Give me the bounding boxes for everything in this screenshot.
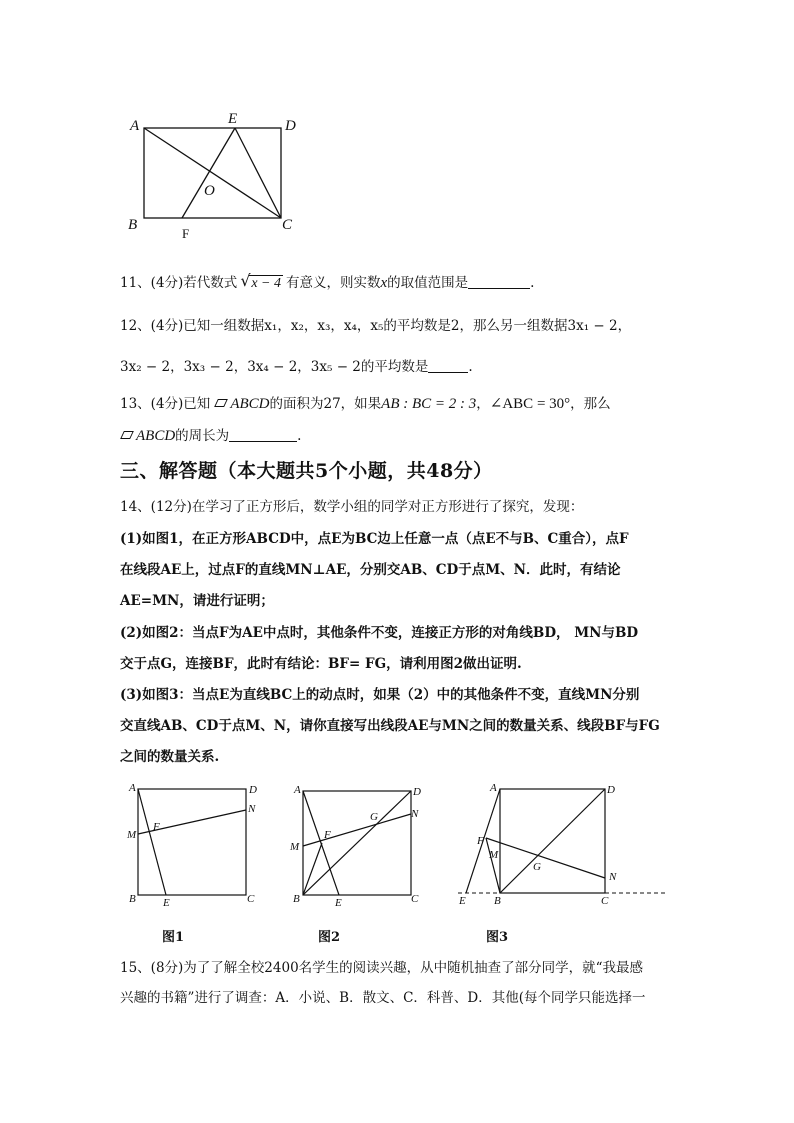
answer-blank-11[interactable] (468, 274, 530, 289)
square-abcd (138, 789, 246, 895)
q11-prefix: 11、(4分)若代数式 (120, 275, 238, 291)
q13-abcd: ABCD (230, 396, 270, 412)
segment-ec (235, 128, 281, 218)
figure-3 (450, 780, 670, 910)
q13-angle: ∠ABC = 30° (489, 396, 571, 412)
q13-comma: ， (476, 396, 490, 412)
q13-then: ，那么 (570, 396, 611, 412)
label-a: A (130, 118, 140, 134)
label-n: N (609, 871, 617, 883)
q14-part1-line1: (1)如图1，在正方形ABCD中，点E为BC边上任意一点（点E不与B、C重合），点F (120, 531, 629, 547)
q14-part1-line3: AE=MN，请进行证明； (120, 593, 274, 609)
label-f: F (182, 226, 190, 240)
question-12-line1: 12、(4分)已知一组数据x₁，x₂，x₃，x₄，x₅的平均数是2，那么另一组数据3x₁ − 2， (120, 318, 632, 334)
label-c: C (247, 893, 255, 905)
label-b: B (129, 893, 136, 905)
question-12-line2 (120, 357, 473, 377)
label-m: M (290, 841, 300, 853)
label-b: B (128, 217, 138, 233)
q15-line2: 兴趣的书籍”进行了调查：A．小说、B．散文、C．科普、D．其他(每个同学只能选择一 (120, 990, 646, 1006)
label-e: E (459, 895, 466, 907)
label-d: D (249, 784, 257, 796)
q11-var: x (380, 275, 388, 291)
q11-suffix: 的取值范围是 (387, 275, 469, 291)
label-d: D (607, 784, 615, 796)
segment-fn (486, 838, 605, 878)
caption-fig1: 图1 (162, 930, 185, 945)
q13-abcd-2: ABCD (136, 428, 176, 444)
label-b: B (293, 893, 300, 905)
diagonal-bd (500, 789, 605, 893)
label-f: F (153, 821, 160, 833)
q13-prefix: 13、(4分)已知 (120, 396, 211, 412)
q12-line2-text: 3x₂ − 2，3x₃ − 2，3x₄ − 2，3x₅ − 2的平均数是 (120, 359, 429, 375)
q14-part1-line2: 在线段AE上，过点F的直线MN⊥AE，分别交AB、CD于点M、N．此时，有结论 (120, 562, 621, 578)
segment-fb (486, 838, 500, 893)
sqrt-expression (240, 273, 283, 294)
segment-ae (138, 789, 166, 895)
q12-end: . (468, 359, 473, 375)
q13-ratio: AB : BC = 2 : 3 (381, 396, 477, 412)
label-e: E (163, 897, 170, 909)
segment-fe (182, 128, 235, 218)
q14-part3-line2: 交直线AB、CD于点M、N，请你直接写出线段AE与MN之间的数量关系、线段BF与FG (120, 718, 660, 734)
diagonal-bd (303, 791, 411, 895)
label-m: M (489, 849, 499, 861)
label-n: N (248, 803, 256, 815)
caption-fig3: 图3 (486, 930, 509, 945)
q14-part2-line2: 交于点G，连接BF，此时有结论：BF= FG，请利用图2做出证明. (120, 656, 522, 672)
q13-area-text: 的面积为27，如果 (269, 396, 382, 412)
q15-line1: 15、(8分)为了了解全校2400名学生的阅读兴趣，从中随机抽查了部分同学，就“我最感 (120, 960, 644, 976)
parallelogram-icon (120, 431, 134, 439)
label-g: G (370, 811, 378, 823)
figure-1 (122, 780, 267, 910)
radical-sign: √ (240, 271, 251, 290)
q13-perimeter-text: 的周长为 (175, 428, 230, 444)
figure-2 (285, 780, 430, 910)
question-11 (120, 273, 534, 294)
label-n: N (411, 808, 419, 820)
label-a: A (490, 782, 497, 794)
label-e: E (228, 111, 238, 127)
q13-end: . (297, 428, 302, 444)
q11-end: . (530, 275, 535, 291)
top-geometry-figure (120, 105, 320, 240)
label-d: D (413, 786, 421, 798)
label-o: O (204, 183, 215, 199)
q14-part3-line3: 之间的数量关系. (120, 749, 220, 765)
label-f: F (477, 835, 484, 847)
q11-mid: 有意义，则实数 (285, 275, 381, 291)
question-13-line1 (120, 394, 611, 414)
label-c: C (411, 893, 419, 905)
label-c: C (601, 895, 609, 907)
q14-part3-line1: (3)如图3：当点E为直线BC上的动点时，如果（2）中的其他条件不变，直线MN分别 (120, 687, 640, 703)
q14-intro: 14、(12分)在学习了正方形后，数学小组的同学对正方形进行了探究，发现： (120, 499, 584, 515)
q14-part2-line1: (2)如图2：当点F为AE中点时，其他条件不变，连接正方形的对角线BD， MN与BD (120, 625, 639, 641)
label-e: E (335, 897, 342, 909)
radicand: x − 4 (251, 276, 281, 291)
caption-fig2: 图2 (318, 930, 341, 945)
answer-blank-12[interactable] (428, 358, 468, 373)
label-d: D (285, 118, 296, 134)
question-13-line2 (120, 426, 301, 446)
segment-mn (303, 814, 411, 846)
label-m: M (127, 829, 137, 841)
answer-blank-13[interactable] (229, 427, 297, 442)
diagonal-ac (144, 128, 281, 218)
label-a: A (129, 782, 136, 794)
segment-bf (303, 843, 322, 895)
label-b: B (494, 895, 501, 907)
label-c: C (282, 217, 293, 233)
label-a: A (294, 784, 301, 796)
parallelogram-icon (214, 399, 228, 407)
label-g: G (533, 861, 541, 873)
section-title: 三、解答题（本大题共5个小题，共48分） (120, 460, 493, 482)
label-f: F (324, 829, 331, 841)
